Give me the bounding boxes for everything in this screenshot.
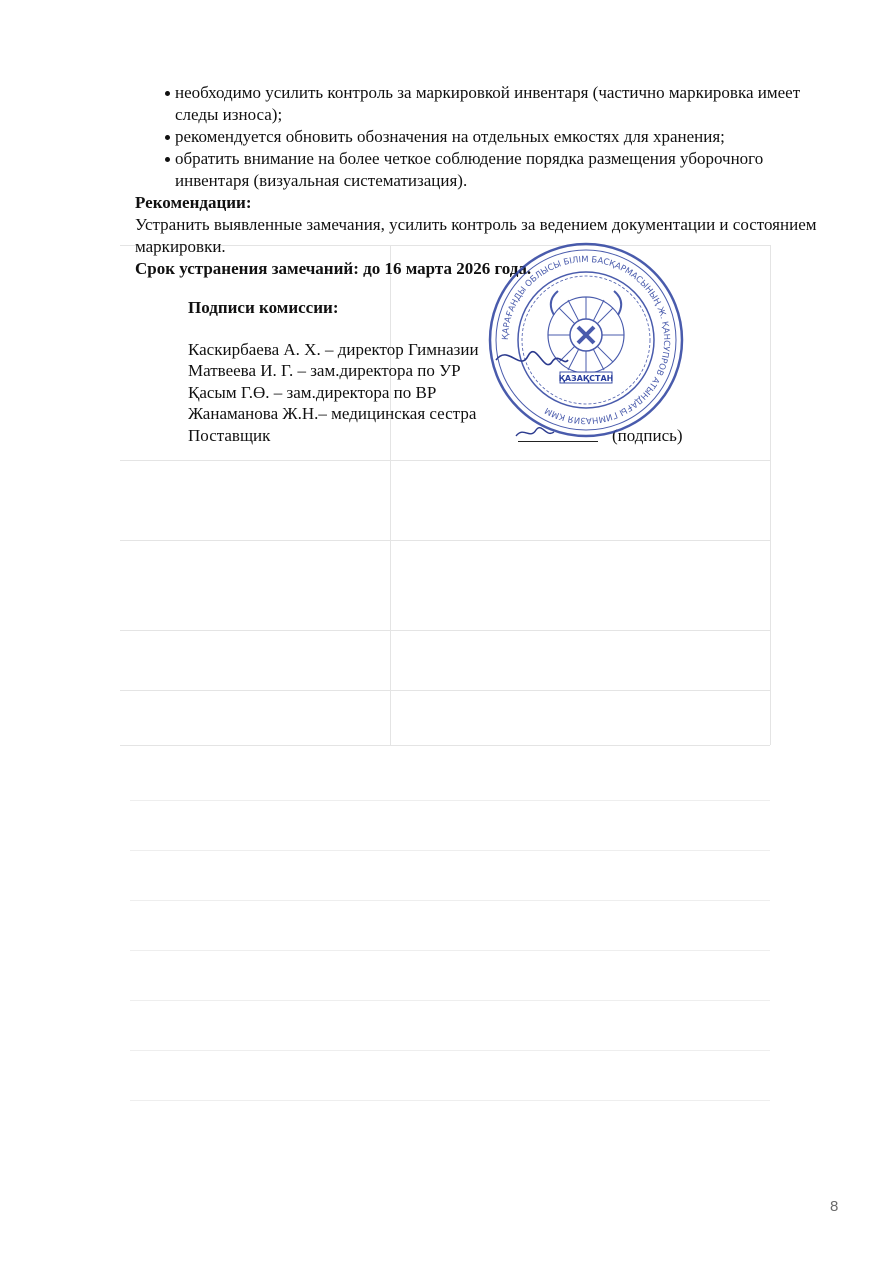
- member-line: Каскирбаева А. Х. – директор Гимназии: [188, 339, 479, 359]
- deadline-text: Срок устранения замечаний: до 16 марта 2026 года.: [135, 259, 532, 278]
- bleed-table-line: [120, 460, 770, 461]
- member-line: Жанаманова Ж.Н.– медицинская сестра: [188, 404, 477, 423]
- stamp-ring-text: ҚАРАҒАНДЫ ОБЛЫСЫ БІЛІМ БАСҚАРМАСЫНЫҢ Ж. ҚАНСУПРОВ АТЫНДАҒЫ ГИМНАЗИЯ КММ: [500, 254, 672, 426]
- list-item: рекомендуется обновить обозначения на отдельных емкостях для хранения;: [135, 126, 835, 148]
- handwritten-signature: [496, 352, 568, 365]
- bleed-text-line: [130, 1050, 770, 1051]
- member-line: Матвеева И. Г. – зам.директора по УР: [188, 361, 461, 380]
- bleed-text-line: [130, 900, 770, 901]
- bullet-icon: [165, 157, 170, 162]
- stamp-country: ҚАЗАҚСТАН: [558, 374, 614, 383]
- bleed-table-line: [770, 245, 771, 745]
- supplier-label: Поставщик: [188, 425, 271, 445]
- recommendations-heading: Рекомендации:: [135, 193, 252, 212]
- list-item: обратить внимание на более четкое соблюдение порядка размещения уборочного инвентаря (визуальная систематизация).: [135, 148, 835, 192]
- bullet-icon: [165, 135, 170, 140]
- page-number: 8: [830, 1198, 839, 1215]
- official-stamp: [486, 240, 686, 440]
- emblem-icon: [548, 291, 624, 373]
- list-item: необходимо усилить контроль за маркировкой инвентаря (частично маркировка имеет следы износа);: [135, 82, 835, 126]
- member-line: Қасым Г.Ө. – зам.директора по ВР: [188, 382, 437, 402]
- bleed-text-line: [130, 850, 770, 851]
- bleed-table-line: [120, 540, 770, 541]
- bleed-text-line: [130, 800, 770, 801]
- report-content: [135, 82, 835, 280]
- signature-note: (подпись): [612, 425, 683, 445]
- signature-line: [518, 441, 598, 442]
- findings-list: [135, 82, 835, 192]
- bleed-text-line: [130, 950, 770, 951]
- bleed-table-line: [120, 690, 770, 691]
- bleed-text-line: [130, 1100, 770, 1101]
- recommendations-text: Устранить выявленные замечания, усилить контроль за ведением документации и состоянием маркировки.: [135, 215, 817, 256]
- bullet-icon: [165, 91, 170, 96]
- bleed-table-line: [120, 745, 770, 746]
- bleed-text-line: [130, 1000, 770, 1001]
- signatures-title: Подписи комиссии:: [188, 298, 339, 317]
- bleed-table-line: [120, 630, 770, 631]
